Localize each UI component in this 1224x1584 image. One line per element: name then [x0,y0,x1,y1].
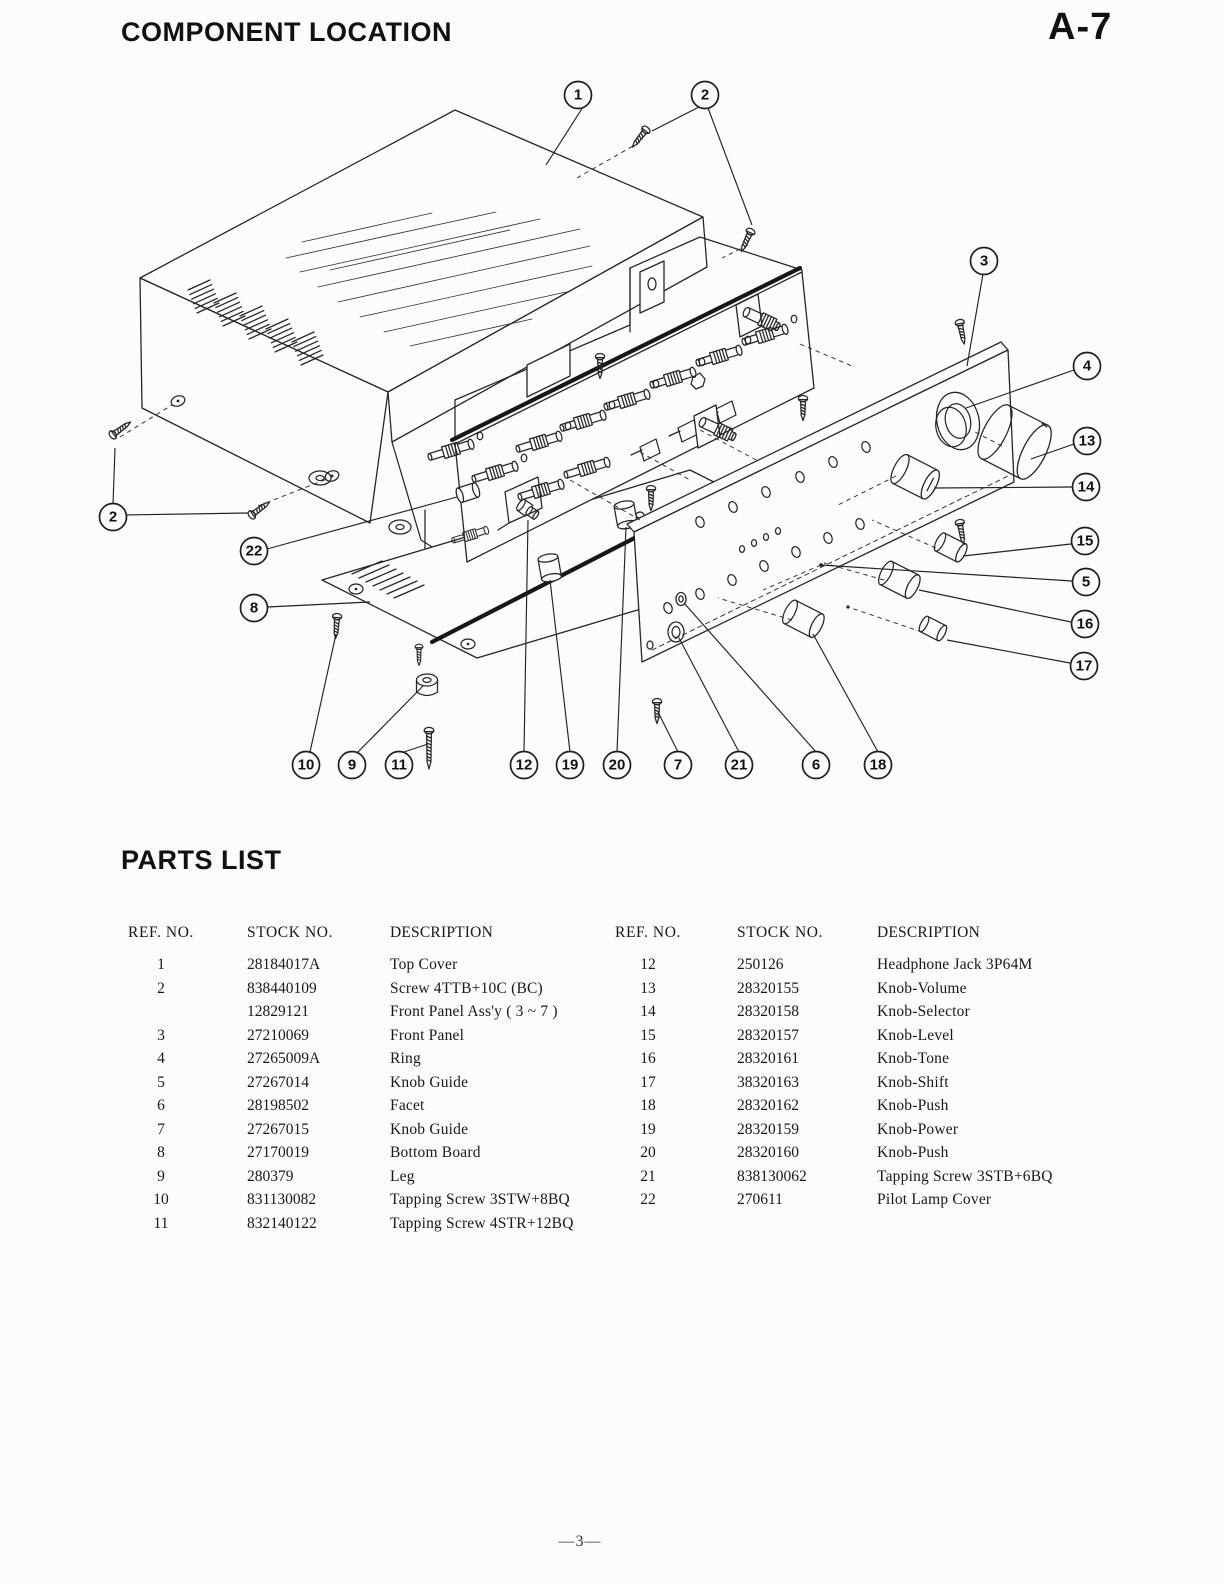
callout-11 [386,752,413,779]
callout-15 [1072,528,1099,555]
stock-no-cell: 280379 [247,1167,294,1185]
table-row [610,1003,1167,1027]
parts-list-title: PARTS LIST [121,845,282,875]
table-row [122,1097,650,1121]
column-header-stock: STOCK NO. [737,924,824,941]
stock-no-cell: 28320158 [737,1003,799,1020]
svg-text:13: 13 [1078,432,1096,450]
description-cell: Tapping Screw 3STB+6BQ [877,1167,1053,1185]
leg-screw [415,644,423,665]
svg-text:2: 2 [108,508,118,526]
ref-no-cell: 16 [640,1050,656,1067]
callout-19 [557,752,584,779]
svg-text:5: 5 [1081,573,1091,591]
table-row [122,956,650,980]
description-cell: Front Panel Ass'y ( 3 ~ 7 ) [390,1003,558,1020]
svg-text:7: 7 [673,756,683,774]
ref-no-cell: 2 [157,979,165,997]
parts-table-right [610,924,1167,1215]
svg-text:2: 2 [700,86,710,104]
table-row [610,1144,1167,1168]
stock-no-cell: 38320163 [737,1073,799,1091]
description-cell: Knob-Level [877,1026,954,1044]
description-cell: Knob Guide [390,1120,469,1138]
parts-rows-right [610,956,1167,1215]
ref-no-cell: 18 [640,1097,656,1114]
stock-no-cell: 838440109 [247,979,317,997]
page-number: —3— [558,1533,602,1550]
description-cell: Top Cover [390,956,458,973]
callout-7 [665,752,692,779]
leg [417,674,438,696]
svg-text:18: 18 [869,756,887,774]
svg-text:17: 17 [1075,657,1093,675]
ref-no-cell: 1 [157,956,165,973]
table-row [122,1215,650,1239]
stock-no-cell: 270611 [737,1191,783,1208]
knob-push-18 [780,598,827,639]
stock-no-cell: 28320160 [737,1144,799,1161]
stock-no-cell: 27265009A [247,1050,321,1067]
table-row [610,1097,1167,1121]
column-header-ref: REF. NO. [128,924,194,941]
description-cell: Front Panel [390,1026,465,1044]
table-row [122,980,650,1004]
table-row [122,1144,650,1168]
callout-14 [1073,474,1100,501]
stock-no-cell: 12829121 [247,1003,309,1020]
description-cell: Knob-Push [877,1144,949,1161]
svg-text:16: 16 [1076,615,1094,633]
callout-2-left [100,504,127,531]
description-cell: Knob-Tone [877,1050,950,1067]
parts-table-left [122,924,650,1238]
table-row [610,1191,1167,1215]
svg-text:22: 22 [245,542,263,560]
table-row [610,1027,1167,1051]
description-cell: Knob-Push [877,1097,949,1114]
callout-13 [1074,428,1101,455]
ref-no-cell: 20 [640,1144,656,1161]
description-cell: Knob-Volume [877,979,967,997]
callout-1 [565,82,592,109]
stock-no-cell: 27267014 [247,1073,309,1091]
table-row [122,1121,650,1145]
tapping-screw-10 [331,613,342,639]
ref-no-cell: 5 [157,1073,165,1091]
description-cell: Facet [390,1097,425,1114]
svg-text:10: 10 [297,756,315,774]
ref-no-cell: 22 [640,1191,656,1208]
description-cell: Leg [390,1167,415,1185]
table-row [610,956,1167,980]
page-title: COMPONENT LOCATION [121,17,452,47]
description-cell: Knob-Shift [877,1073,949,1091]
parts-rows-left [122,956,650,1238]
table-row [610,1121,1167,1145]
table-row [122,1050,650,1074]
tapping-screw-11 [424,727,434,769]
knob-shift [917,615,948,642]
ref-no-cell: 8 [157,1144,165,1161]
table-row [122,1191,650,1215]
description-cell: Knob Guide [390,1073,469,1091]
callout-10 [293,752,320,779]
table-row [610,980,1167,1004]
description-cell: Tapping Screw 3STW+8BQ [390,1191,570,1208]
svg-text:3: 3 [979,252,989,270]
callout-5 [1073,569,1100,596]
ref-no-cell: 21 [640,1167,656,1185]
ref-no-cell: 10 [153,1191,169,1208]
ref-no-cell: 9 [157,1167,165,1185]
description-cell: Knob-Selector [877,1003,970,1020]
table-row [610,1168,1167,1192]
stock-no-cell: 28320157 [737,1026,799,1044]
svg-text:15: 15 [1076,532,1094,550]
description-cell: Tapping Screw 4STR+12BQ [390,1214,574,1232]
callout-8 [241,595,268,622]
svg-text:21: 21 [730,756,748,774]
table-row [122,1003,650,1027]
column-header-desc: DESCRIPTION [877,924,980,941]
stock-no-cell: 838130062 [737,1167,807,1185]
stock-no-cell: 28320161 [737,1050,799,1067]
svg-text:9: 9 [347,756,357,774]
callout-2-top [692,82,719,109]
table-row [610,1074,1167,1098]
parts-table-right-header [610,924,1167,956]
ref-no-cell: 7 [157,1120,165,1138]
ref-no-cell: 14 [640,1003,656,1020]
callout-18 [865,752,892,779]
callout-21 [726,752,753,779]
table-row [610,1050,1167,1074]
ref-no-cell: 12 [640,956,656,973]
stock-no-cell: 831130082 [247,1191,317,1208]
stock-no-cell: 28184017A [247,956,321,973]
stock-no-cell: 27210069 [247,1026,309,1044]
stock-no-cell: 28320159 [737,1120,799,1138]
component-location-diagram [0,70,1224,810]
description-cell: Pilot Lamp Cover [877,1191,992,1208]
description-cell: Ring [390,1050,421,1067]
table-row [122,1168,650,1192]
ref-no-cell: 6 [157,1097,165,1114]
stock-no-cell: 28320162 [737,1097,799,1114]
svg-text:1: 1 [573,86,583,104]
ref-no-cell: 17 [640,1073,656,1091]
svg-text:12: 12 [515,756,533,774]
column-header-ref: REF. NO. [615,924,681,941]
description-cell: Bottom Board [390,1144,481,1161]
callout-4 [1074,353,1101,380]
doc-code: A-7 [1048,6,1113,48]
stock-no-cell: 250126 [737,956,784,973]
ref-no-cell: 11 [153,1214,169,1232]
table-row [122,1074,650,1098]
stock-no-cell: 27170019 [247,1144,309,1161]
description-cell: Headphone Jack 3P64M [877,956,1033,973]
svg-text:20: 20 [608,756,626,774]
callout-22 [241,538,268,565]
table-row [122,1027,650,1051]
svg-text:8: 8 [249,599,259,617]
callout-6 [803,752,830,779]
callout-3 [971,248,998,275]
svg-text:4: 4 [1082,357,1092,375]
ref-no-cell: 13 [640,979,656,997]
svg-text:11: 11 [391,756,407,774]
ref-no-cell: 19 [640,1120,656,1138]
stock-no-cell: 832140122 [247,1214,317,1232]
callout-12 [511,752,538,779]
callout-16 [1072,611,1099,638]
svg-text:19: 19 [561,756,579,774]
stock-no-cell: 27267015 [247,1120,309,1138]
description-cell: Screw 4TTB+10C (BC) [390,979,543,997]
description-cell: Knob-Power [877,1120,959,1138]
stock-no-cell: 28320155 [737,979,799,997]
stock-no-cell: 28198502 [247,1097,309,1114]
ref-no-cell: 4 [157,1050,165,1067]
callout-17 [1071,653,1098,680]
svg-text:6: 6 [811,756,821,774]
ref-no-cell: 15 [640,1026,656,1044]
svg-text:14: 14 [1077,478,1095,496]
column-header-stock: STOCK NO. [247,924,334,941]
column-header-desc: DESCRIPTION [390,924,493,941]
callout-9 [339,752,366,779]
ref-no-cell: 3 [157,1026,165,1044]
callout-20 [604,752,631,779]
parts-table-left-header [122,924,650,956]
